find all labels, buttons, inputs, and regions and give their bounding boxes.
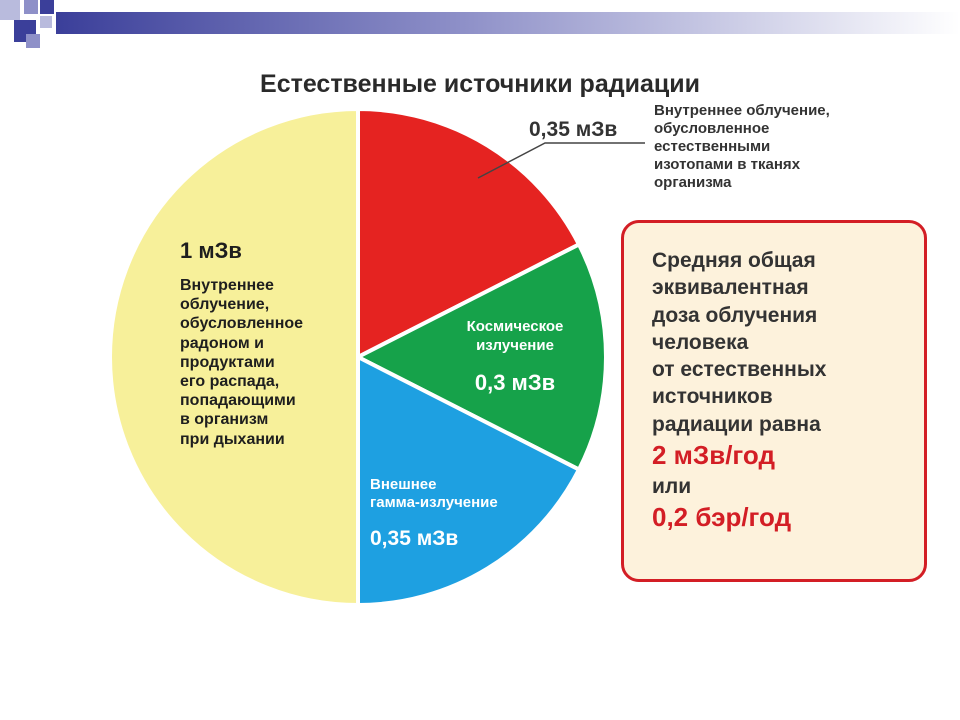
chart-title: Естественные источники радиации: [260, 70, 700, 98]
slice-value-gamma: 0,35 мЗв: [370, 527, 459, 550]
summary-line: Средняя общая: [652, 249, 816, 272]
slice-value-isotopes: 0,35 мЗв: [529, 118, 618, 141]
summary-line: эквивалентная: [652, 276, 809, 300]
slice-label-cosmic: Космическое излучение: [466, 318, 564, 354]
summary-line: радиации равна: [652, 412, 821, 436]
slice-label-radon: Внутреннее облучение, обусловленное радоном и продуктами его распада, попадающими в организм при дыхании: [180, 277, 304, 448]
slice-label-isotopes: Внутреннее облучение, обусловленное естественными изотопами в тканях организма: [654, 102, 830, 191]
slice-value-cosmic: 0,3 мЗв: [474, 370, 556, 395]
summary-text: [652, 247, 922, 536]
slice-label-gamma: Внешнее гамма-излучение: [370, 476, 498, 512]
summary-line: источников: [652, 385, 773, 409]
summary-value-msv: 2 мЗв/год: [652, 440, 775, 471]
summary-line: от естественных: [652, 358, 827, 382]
summary-value-ber: 0,2 бэр/год: [652, 502, 792, 533]
summary-line: человека: [652, 330, 749, 354]
slice-value-radon: 1 мЗв: [180, 238, 242, 263]
summary-connector: или: [652, 475, 692, 499]
summary-box: [621, 220, 927, 582]
summary-line: доза облучения: [652, 303, 818, 327]
